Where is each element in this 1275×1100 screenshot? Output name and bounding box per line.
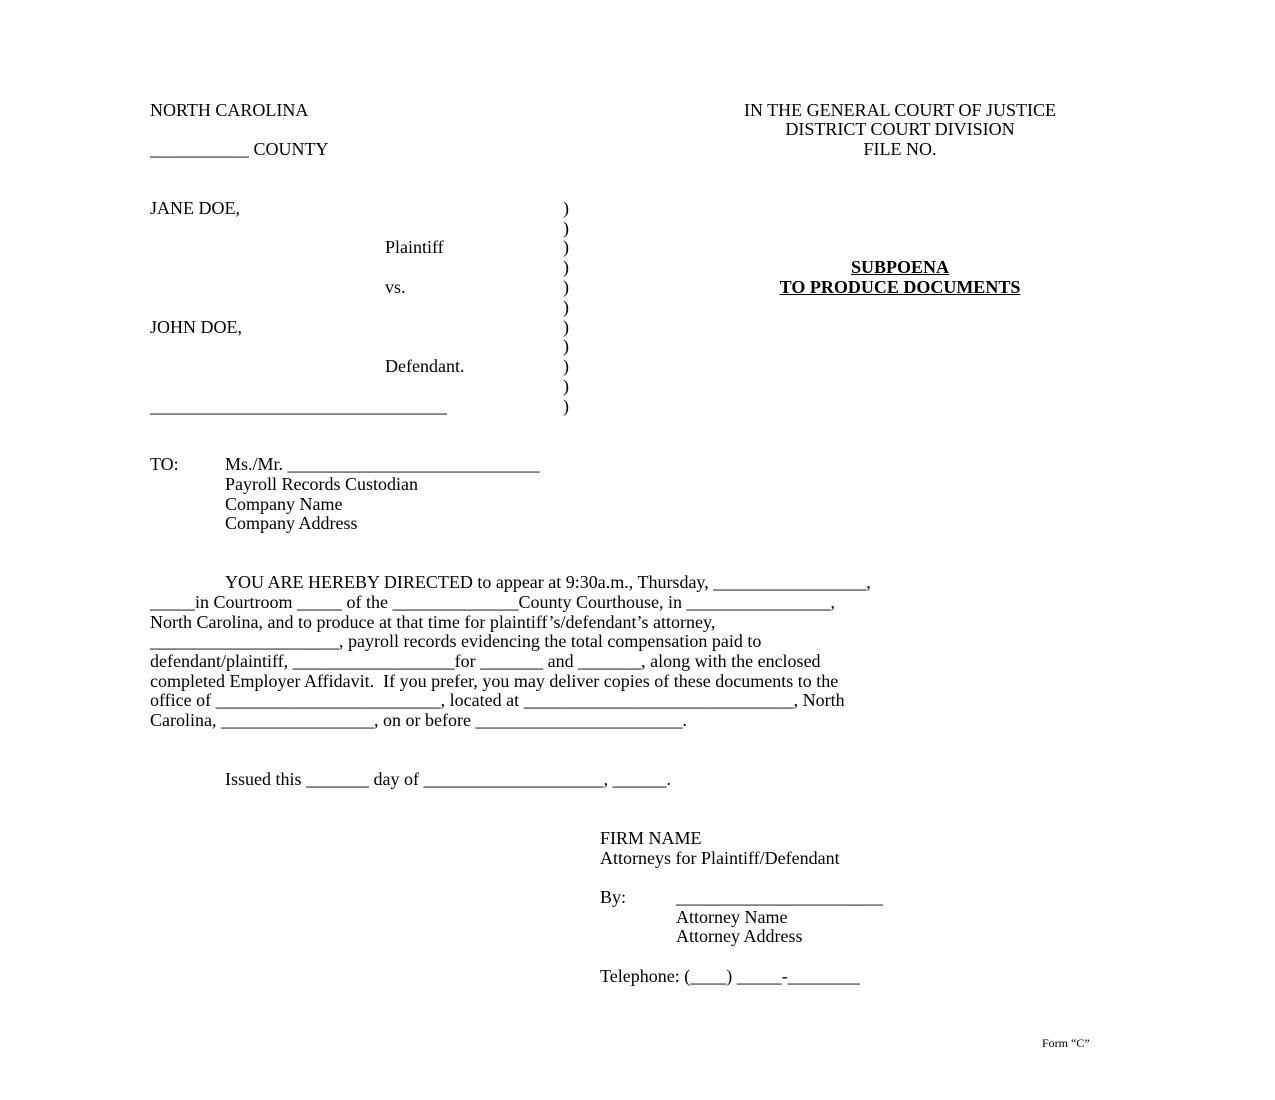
paren: ) [563,257,569,277]
document-subtitle: TO PRODUCE DOCUMENTS [779,277,1021,297]
addressee-title: Payroll Records Custodian [225,474,418,494]
to-label: TO: [150,454,179,474]
telephone-line: Telephone: (____) _____-________ [600,966,860,986]
paren: ) [563,198,569,218]
paragraph-line: Carolina, _________________, on or before _______________________. [150,710,687,730]
court-heading-line1: IN THE GENERAL COURT OF JUSTICE [743,100,1057,120]
plaintiff-label: Plaintiff [385,237,444,257]
paragraph-line: North Carolina, and to produce at that time for plaintiff’s/defendant’s attorney, [150,612,716,632]
paragraph-line: completed Employer Affidavit. If you prefer, you may deliver copies of these documents to the [150,671,839,691]
by-label: By: [600,887,627,907]
paragraph-line: _____________________, payroll records evidencing the total compensation paid to [150,631,762,651]
caption-bottom-line: _________________________________ [150,396,447,416]
attorney-address: Attorney Address [676,926,803,946]
paragraph-line: YOU ARE HEREBY DIRECTED to appear at 9:30a.m., Thursday, _________________, [225,572,871,592]
paren: ) [563,277,569,297]
file-number: FILE NO. [863,139,937,159]
state-heading: NORTH CAROLINA [150,100,309,120]
court-heading-line2: DISTRICT COURT DIVISION [785,119,1015,139]
attorney-name: Attorney Name [676,907,788,927]
paragraph-line: office of _________________________, located at ______________________________, North [150,690,845,710]
paragraph-line: _____in Courtroom _____ of the ______________County Courthouse, in ________________, [150,592,835,612]
addressee-company: Company Name [225,494,343,514]
document-title: SUBPOENA [850,257,949,277]
firm-name: FIRM NAME [600,828,702,848]
addressee-address: Company Address [225,513,358,533]
paren: ) [563,317,569,337]
form-label: Form “C” [1042,1036,1090,1050]
paragraph-line: defendant/plaintiff, __________________for _______ and _______, along with the enclosed [150,651,821,671]
paren: ) [563,237,569,257]
attorneys-for: Attorneys for Plaintiff/Defendant [600,848,840,868]
paren: ) [563,218,569,238]
signature-line: _______________________ [676,887,883,907]
defendant-name: JOHN DOE, [150,317,242,337]
versus-label: vs. [385,277,406,297]
issued-line: Issued this _______ day of ____________________, ______. [225,769,671,789]
defendant-label: Defendant. [385,356,465,376]
paren: ) [563,356,569,376]
county-line: ___________ COUNTY [150,139,329,159]
plaintiff-name: JANE DOE, [150,198,240,218]
paren: ) [563,297,569,317]
paren: ) [563,376,569,396]
paren: ) [563,396,569,416]
paren: ) [563,336,569,356]
addressee-line: Ms./Mr. ____________________________ [225,454,540,474]
